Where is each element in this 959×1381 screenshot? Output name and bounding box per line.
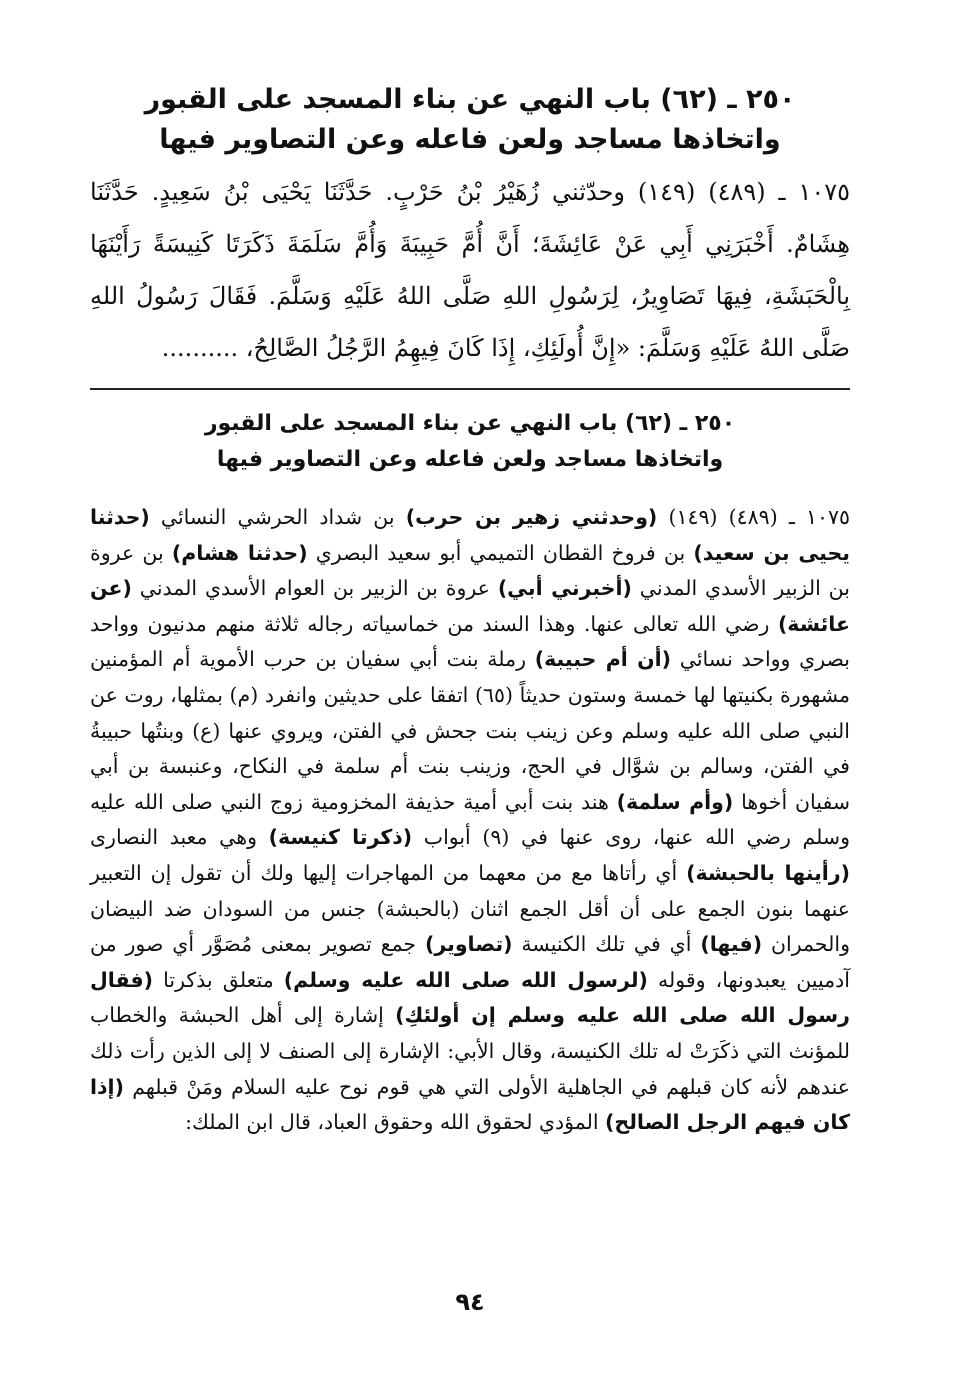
commentary-span: بن شداد الحرشي النسائي <box>149 505 406 529</box>
chapter-heading-line-1: ٢٥٠ ـ (٦٢) باب النهي عن بناء المسجد على القبور <box>144 84 796 115</box>
commentary-span: رملة بنت أبي سفيان بن حرب الأموية أم المؤمنين مشهورة بكنيتها لها خمسة وستون حديثاً (٦٥) اتفقا على حديثين وانفرد (م) بمثلها، روت عن النبي صلى الله عليه وسلم وعن زينب بنت جحش في الفتن، ويروي عنها (ع) وبنتُها حبيبةُ في الفتن، وسالم بن شوَّال في الحج، وزينب بنت أم سلمة في النكاح، وعنبسة بن أبي سفيان أخوها <box>90 647 850 814</box>
commentary-span: بن فروخ القطان التميمي أبو سعيد البصري <box>307 540 694 565</box>
commentary-bold-quote: (وأم سلمة) <box>616 789 734 814</box>
chapter-heading <box>90 80 850 160</box>
commentary-span: عروة بن الزبير بن العوام الأسدي المدني <box>131 576 498 601</box>
page-number: ٩٤ <box>455 1288 485 1316</box>
commentary-span: أي رأتاها مع من معهما من المهاجرات إليها ولك أن تقول إن التعبير عنهما بنون الجمع على أن أقل الجمع اثنان (بالحبشة) جنس من السودان ضد البيضان والحمران <box>90 860 850 957</box>
commentary-bold-quote: (حدثنا هشام) <box>171 540 308 565</box>
commentary-span: متعلق بذكرتا <box>153 967 284 992</box>
commentary-bold-quote: (إذا كان فيهم الرجل الصالح) <box>90 1074 850 1135</box>
commentary-span: هند بنت أبي أمية حذيفة المخزومية زوج النبي صلى الله عليه وسلم رضي الله عنها، روى عنها في (٩) أبواب <box>90 789 850 850</box>
commentary-span: أي في تلك الكنيسة <box>512 932 701 957</box>
commentary-bold-quote: (وحدثني زهير بن حرب) <box>405 505 658 529</box>
commentary-text <box>90 500 850 1141</box>
commentary-bold-quote: (فيها) <box>700 932 763 957</box>
commentary-heading-line-2: واتخاذها مساجد ولعن فاعله وعن التصاوير فيها <box>216 447 724 472</box>
commentary-bold-quote: (أخبرني أبي) <box>497 576 632 601</box>
commentary-bold-quote: (ذكرتا كنيسة) <box>268 825 413 850</box>
commentary-bold-quote: (رأينها بالحبشة) <box>686 860 850 885</box>
commentary-span: وهي معبد النصارى <box>90 825 269 850</box>
commentary-bold-quote: (فقال رسول الله صلى الله عليه وسلم إن أولئكِ) <box>90 967 850 1028</box>
commentary-heading-line-1: ٢٥٠ ـ (٦٢) باب النهي عن بناء المسجد على القبور <box>204 411 736 436</box>
commentary-bold-quote: (تصاوير) <box>425 932 513 957</box>
commentary-bold-quote: (حدثنا يحيى بن سعيد) <box>90 505 851 565</box>
commentary-span: جمع تصوير بمعنى مُصَوَّر أي صور من آدميين يعبدونها، وقوله <box>90 932 850 992</box>
commentary-span: إشارة إلى أهل الحبشة والخطاب للمؤنث التي ذكَرَتْ له تلك الكنيسة، وقال الأبي: الإشارة إلى الصنف لا إلى الذين رأت ذلك عندهم لأنه كان قبلهم في الجاهلية الأولى التي هي قوم نوح عليه السلام ومَنْ قبلهم <box>90 1003 850 1099</box>
commentary-bold-quote: (عن عائشة) <box>90 576 850 636</box>
section-divider <box>90 388 850 390</box>
book-page <box>90 70 850 1330</box>
commentary-bold-quote: (أن أم حبيبة) <box>534 647 672 672</box>
commentary-bold-quote: (لرسول الله صلى الله عليه وسلم) <box>283 967 648 992</box>
commentary-heading <box>90 406 850 478</box>
commentary-span: ١٠٧٥ ـ (٤٨٩) (١٤٩) <box>657 505 851 529</box>
chapter-heading-line-2: واتخاذها مساجد ولعن فاعله وعن التصاوير فيها <box>159 124 781 155</box>
commentary-span: بن عروة بن الزبير الأسدي المدني <box>90 540 850 601</box>
commentary-span: المؤدي لحقوق الله وحقوق العباد، قال ابن الملك: <box>185 1110 606 1135</box>
hadith-text: ١٠٧٥ ـ (٤٨٩) (١٤٩) وحدّثني زُهَيْرُ بْنُ حَرْبٍ. حَدَّثَنَا يَحْيَى بْنُ سَعِيدٍ. حَدَّثَنَا هِشَامٌ. أَخْبَرَنِي أَبِي عَنْ عَائِشَةَ؛ أَنَّ أُمَّ حَبِيبَةَ وَأُمَّ سَلَمَةَ ذَكَرَتَا كَنِيسَةً رَأَيْنَهَا بِالْحَبَشَةِ، فِيهَا تَصَاوِيرُ، لِرَسُولِ اللهِ صَلَّى اللهُ عَلَيْهِ وَسَلَّمَ. فَقَالَ رَسُولُ اللهِ صَلَّى اللهُ عَلَيْهِ وَسَلَّمَ: «إِنَّ أُولَئِكِ، إِذَا كَانَ فِيهِمُ الرَّجُلُ الصَّالِحُ، .......... <box>90 178 851 362</box>
commentary-span: رضي الله تعالى عنها. وهذا السند من خماسياته رجاله ثلاثة منهم مدنيون وواحد بصري وواحد نسائي <box>90 611 851 672</box>
